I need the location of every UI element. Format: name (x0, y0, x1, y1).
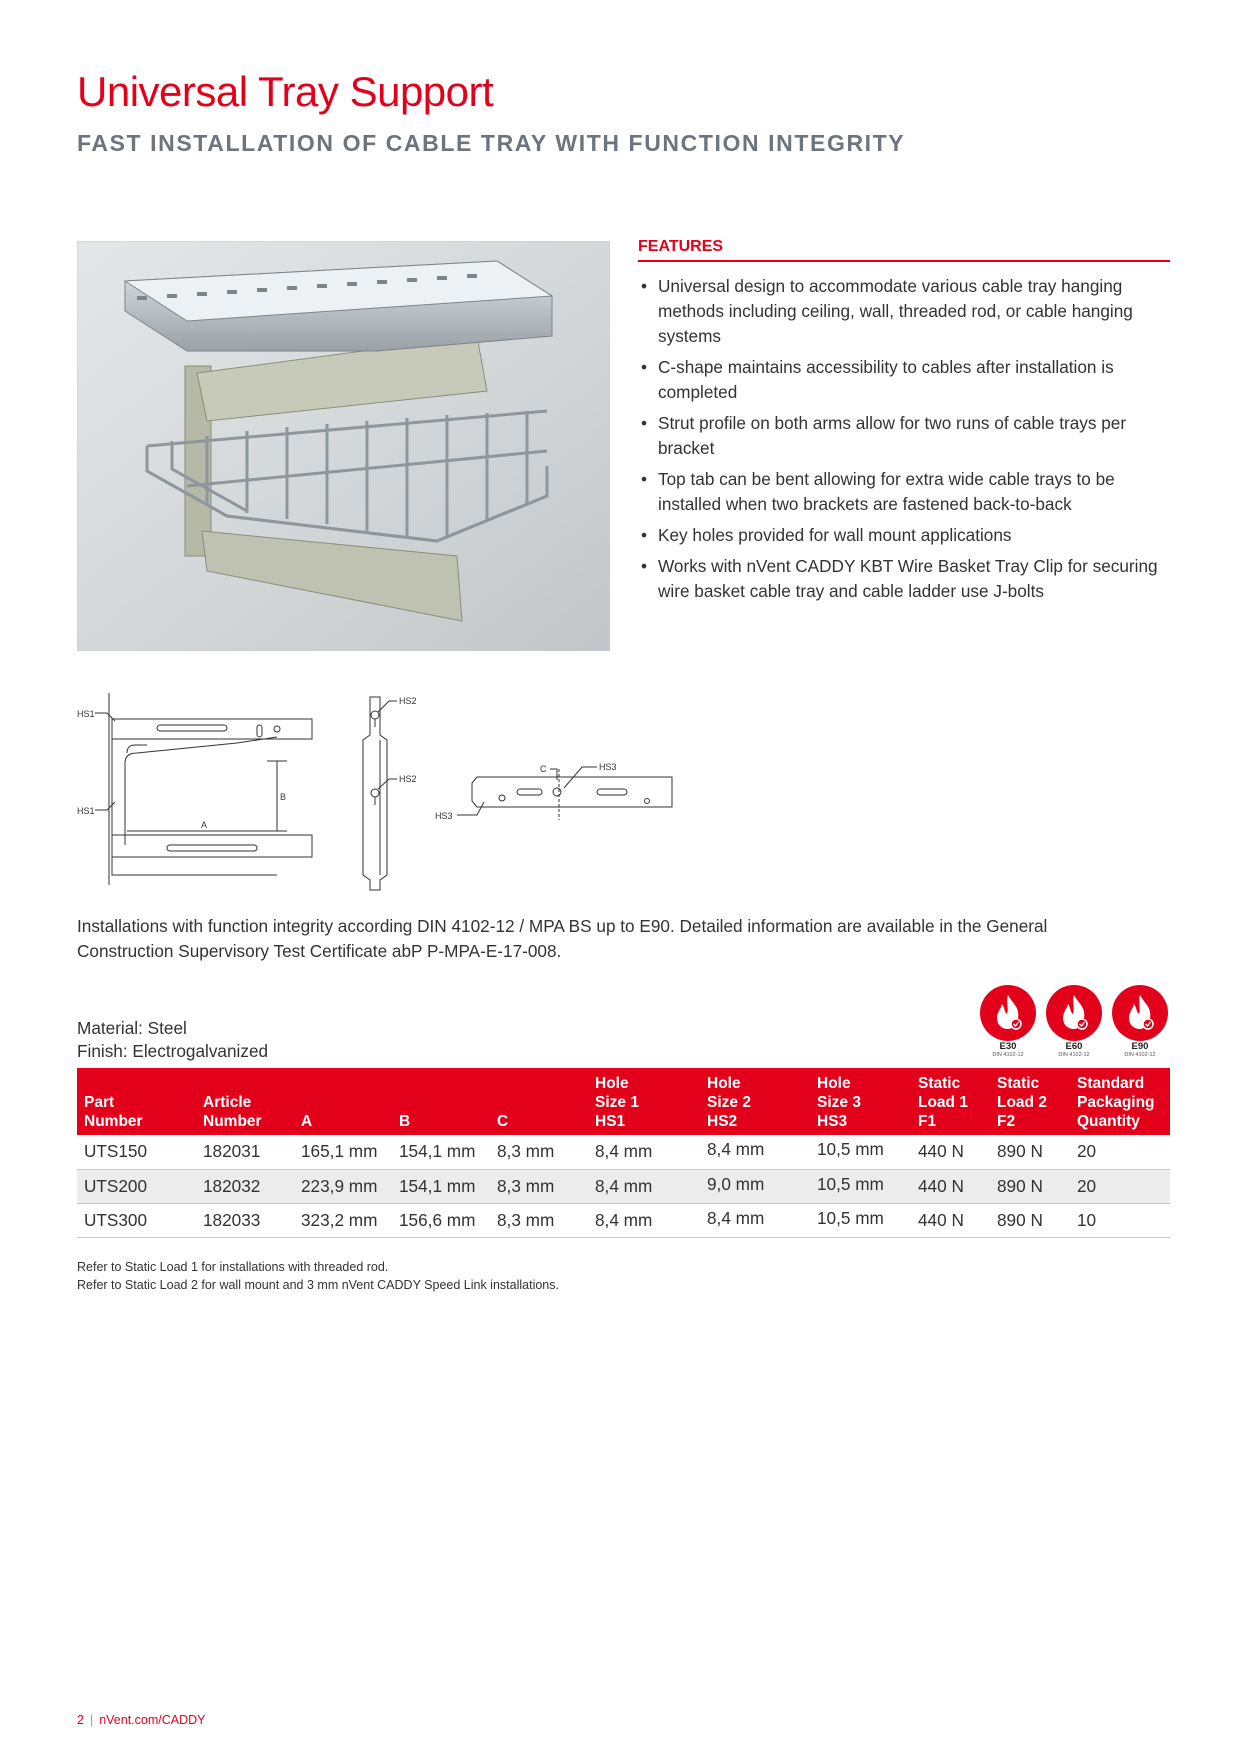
features-heading: FEATURES (638, 238, 1170, 262)
table-row: UTS200 182032 223,9 mm 154,1 mm 8,3 mm 8,4 mm 9,0 mm 10,5 mm 440 N 890 N 20 (77, 1169, 1170, 1203)
technical-drawings (77, 685, 697, 895)
bullet-icon: • (641, 556, 648, 576)
label-hs2-top: HS2 (399, 696, 417, 706)
label-hs3-top: HS3 (599, 762, 617, 772)
flame-icon (980, 985, 1036, 1041)
feature-item: • C-shape maintains accessibility to cables after installation is completed (641, 357, 1114, 402)
finish-line: Finish: Electrogalvanized (77, 1041, 269, 1061)
page-title: Universal Tray Support (77, 68, 494, 115)
bullet-icon: • (641, 525, 648, 545)
feature-item: • Key holes provided for wall mount applications (638, 523, 1170, 548)
flame-icon (1112, 985, 1168, 1041)
label-hs2-mid: HS2 (399, 774, 417, 784)
page-number: 2 (77, 1713, 84, 1727)
label-a: A (201, 820, 208, 830)
header-hs1: Hole Size 1 HS1 (588, 1068, 700, 1135)
bullet-icon: • (641, 469, 648, 489)
label-hs3-bottom: HS3 (435, 811, 453, 821)
feature-item: • Works with nVent CADDY KBT Wire Basket Tray Clip for securing wire basket cable tray and cable ladder use J-bolts (641, 556, 1158, 601)
function-integrity-note: Installations with function integrity according DIN 4102-12 / MPA BS up to E90. Detailed information are available in the General Construction Supervisory Test Certificate abP P-MPA-E-17-008. (77, 916, 1048, 961)
bullet-icon: • (641, 276, 648, 296)
label-c: C (540, 764, 547, 774)
material-info (77, 1017, 268, 1063)
footnotes (77, 1258, 559, 1294)
footnote-static-load-1: Refer to Static Load 1 for installations with threaded rod. (77, 1260, 389, 1274)
fire-badge-e30: E30 DIN 4102-12 (978, 985, 1038, 1059)
footer-link[interactable]: nVent.com/CADDY (99, 1713, 206, 1727)
label-b: B (280, 792, 287, 802)
page-footer (77, 1713, 206, 1727)
features-list (638, 274, 1170, 604)
fire-badge-e60: E60 DIN 4102-12 (1044, 985, 1104, 1059)
header-quantity: Standard Packaging Quantity (1070, 1068, 1170, 1135)
feature-item: • Universal design to accommodate various cable tray hanging methods including ceiling, wall, threaded rod, or cable hanging systems (641, 276, 1133, 346)
side-view-drawing (77, 693, 312, 885)
feature-item: • Strut profile on both arms allow for two runs of cable trays per bracket (641, 413, 1127, 458)
footnote-static-load-2: Refer to Static Load 2 for wall mount and 3 mm nVent CADDY Speed Link installations. (77, 1278, 559, 1292)
header-c: C (490, 1068, 588, 1135)
fire-badge-e90: E90 DIN 4102-12 (1110, 985, 1170, 1059)
fire-rating-badges (978, 985, 1170, 1060)
header-b: B (392, 1068, 490, 1135)
product-photo (77, 241, 610, 651)
header-a: A (294, 1068, 392, 1135)
header-f2: Static Load 2 F2 (990, 1068, 1070, 1135)
footer-divider: | (89, 1713, 94, 1727)
header-f1: Static Load 1 F1 (911, 1068, 990, 1135)
header-hs3: Hole Size 3 HS3 (810, 1068, 911, 1135)
flame-icon (1046, 985, 1102, 1041)
bullet-icon: • (641, 357, 648, 377)
label-hs1-bottom: HS1 (77, 806, 95, 816)
bullet-icon: • (641, 413, 648, 433)
header-article-number: Article Number (196, 1068, 294, 1135)
top-view-drawing (435, 762, 672, 821)
spec-table (77, 1068, 1170, 1238)
material-line: Material: Steel (77, 1018, 187, 1038)
table-row: UTS150 182031 165,1 mm 154,1 mm 8,3 mm 8,4 mm 8,4 mm 10,5 mm 440 N 890 N 20 (77, 1135, 1170, 1169)
page-subtitle: FAST INSTALLATION OF CABLE TRAY WITH FUNCTION INTEGRITY (77, 130, 906, 156)
table-header-row (77, 1068, 1170, 1135)
header-part-number: Part Number (77, 1068, 196, 1135)
label-hs1-top: HS1 (77, 709, 95, 719)
features-section (638, 238, 1170, 610)
feature-item: • Top tab can be bent allowing for extra wide cable trays to be installed when two brackets are fastened back-to-back (641, 469, 1115, 514)
front-view-drawing (363, 696, 417, 890)
table-row: UTS300 182033 323,2 mm 156,6 mm 8,3 mm 8,4 mm 8,4 mm 10,5 mm 440 N 890 N 10 (77, 1203, 1170, 1237)
header-hs2: Hole Size 2 HS2 (700, 1068, 810, 1135)
